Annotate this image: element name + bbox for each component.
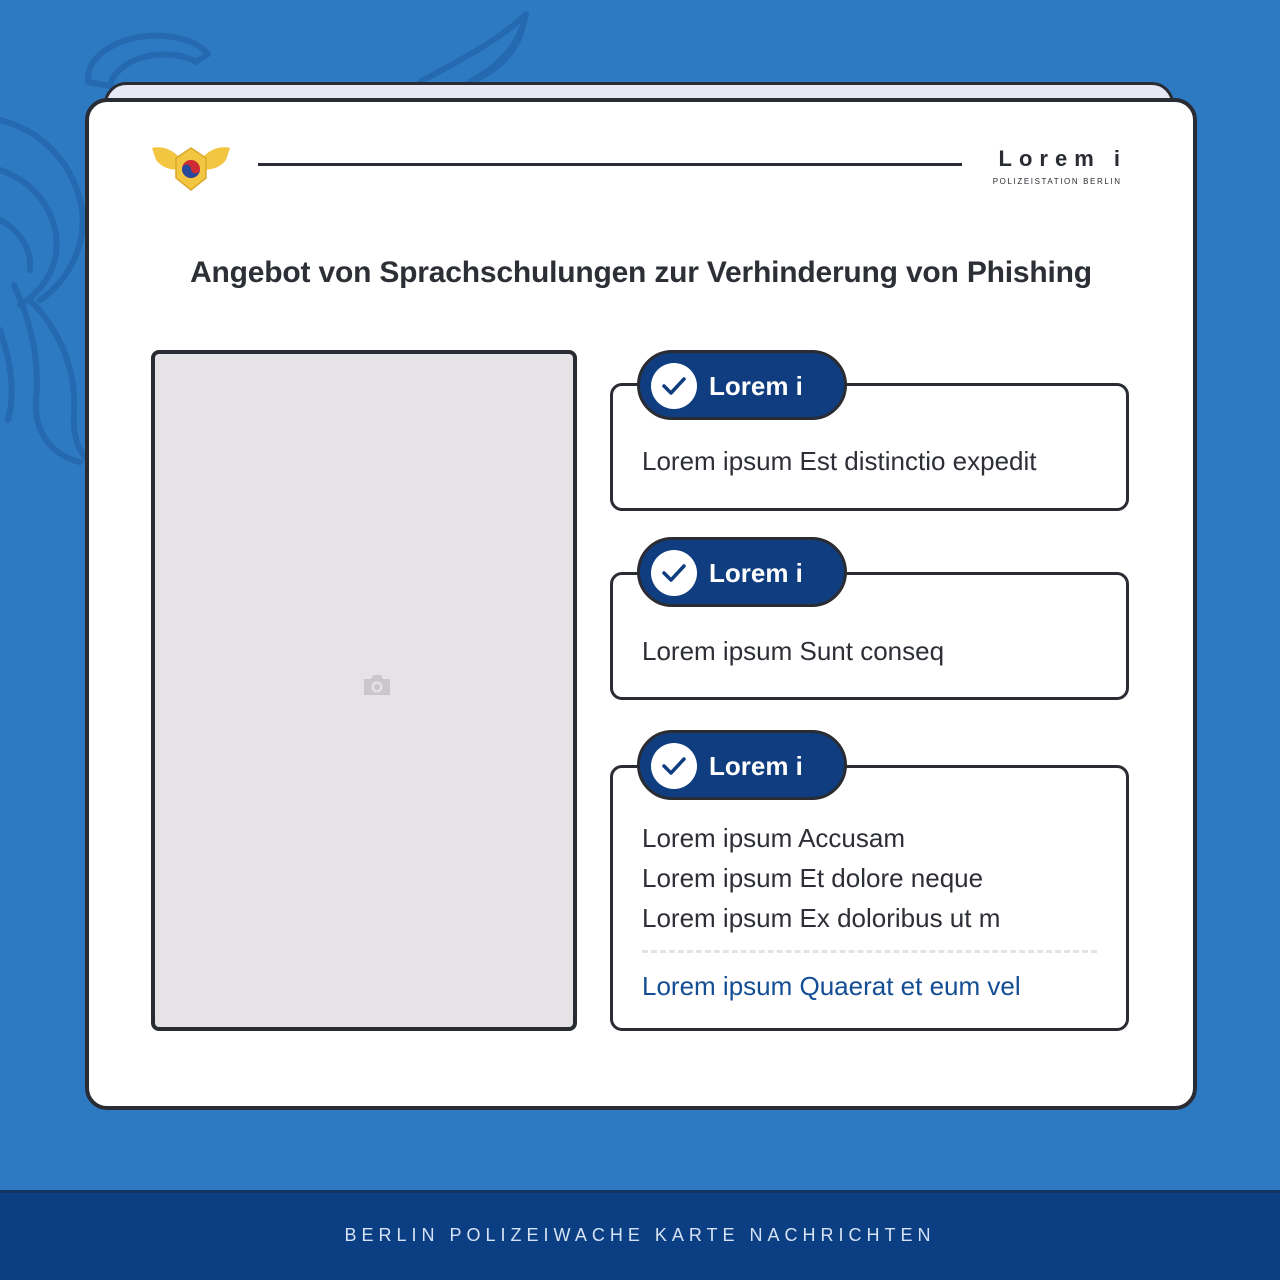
footer-bar <box>0 1190 1280 1280</box>
page-title: Angebot von Sprachschulungen zur Verhinderung von Phishing <box>190 256 1092 289</box>
dashed-divider <box>642 950 1097 953</box>
section-badge-2 <box>637 537 847 607</box>
photo-placeholder <box>151 350 577 1031</box>
section-badge-3 <box>637 730 847 800</box>
check-icon <box>651 550 697 596</box>
check-icon <box>651 363 697 409</box>
header-divider <box>258 163 962 166</box>
section-3-line-3: Lorem ipsum Ex doloribus ut m <box>642 903 1001 933</box>
check-icon <box>651 743 697 789</box>
section-badge-label: Lorem i <box>709 751 803 781</box>
police-badge-logo <box>148 138 234 194</box>
brand-subtitle: POLIZEISTATION BERLIN <box>992 177 1122 186</box>
section-badge-label: Lorem i <box>709 558 803 588</box>
section-1-line-1: Lorem ipsum Est distinctio expedit <box>642 446 1037 476</box>
brand-name: Lorem i <box>998 146 1127 171</box>
section-3-highlight: Lorem ipsum Quaerat et eum vel <box>642 971 1021 1001</box>
section-badge-1 <box>637 350 847 420</box>
brand-block <box>992 146 1127 188</box>
section-3-line-1: Lorem ipsum Accusam <box>642 823 905 853</box>
footer-text: BERLIN POLIZEIWACHE KARTE NACHRICHTEN <box>344 1225 936 1245</box>
camera-icon <box>361 672 393 698</box>
section-3-line-2: Lorem ipsum Et dolore neque <box>642 863 984 893</box>
section-2-line-1: Lorem ipsum Sunt conseq <box>642 636 945 666</box>
section-badge-label: Lorem i <box>709 371 803 401</box>
